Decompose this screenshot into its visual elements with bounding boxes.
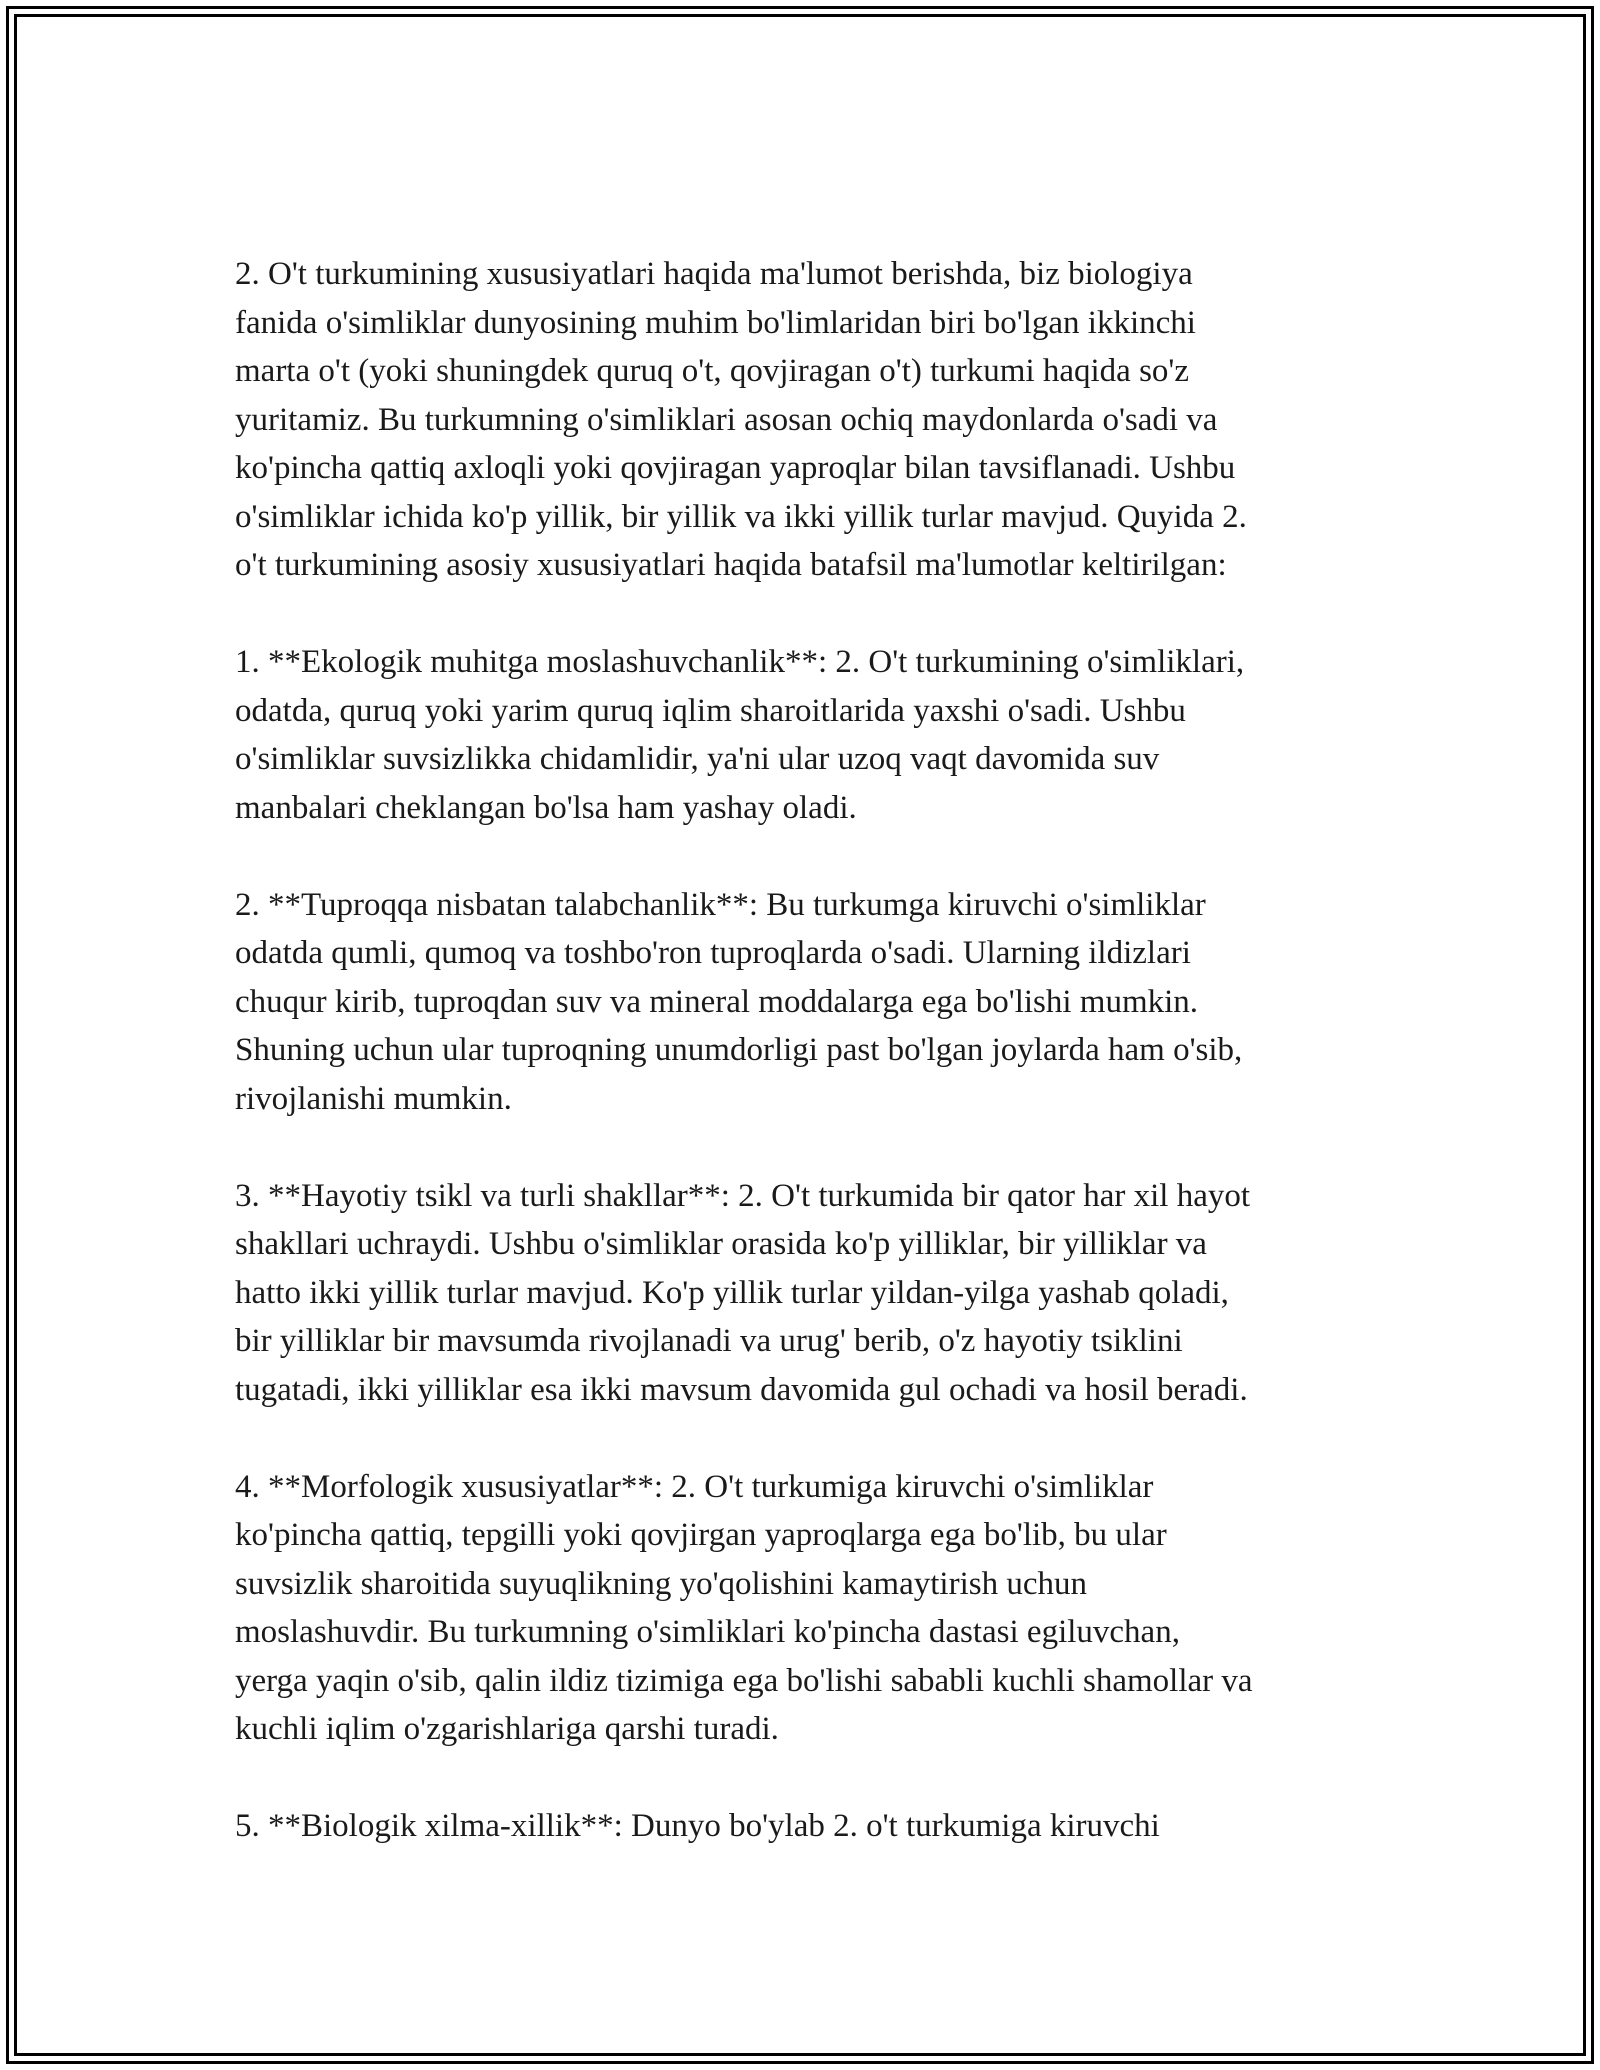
paragraph-item-5 <box>235 1802 1385 1851</box>
text-line: 5. **Biologik xilma-xillik**: Dunyo bo'ylab 2. o't turkumiga kiruvchi <box>235 1808 1160 1844</box>
text-line: marta o't (yoki shuningdek quruq o't, qovjiragan o't) turkumi haqida so'z <box>235 353 1190 389</box>
text-line: rivojlanishi mumkin. <box>235 1080 512 1117</box>
text-line: o'simliklar suvsizlikka chidamlidir, ya'ni ular uzoq vaqt davomida suv <box>235 741 1160 777</box>
text-line: yuritamiz. Bu turkumning o'simliklari asosan ochiq maydonlarda o'sadi va <box>235 401 1218 438</box>
text-line: 1. **Ekologik muhitga moslashuvchanlik**: 2. O't turkumining o'simliklari, <box>235 644 1245 680</box>
text-line: 2. O't turkumining xususiyatlari haqida ma'lumot berishda, biz biologiya <box>235 256 1193 292</box>
text-line: 4. **Morfologik xususiyatlar**: 2. O't turkumiga kiruvchi o'simliklar <box>235 1468 1154 1505</box>
text-line: odatda, quruq yoki yarim quruq iqlim sharoitlarida yaxshi o'sadi. Ushbu <box>235 692 1186 729</box>
text-line: fanida o'simliklar dunyosining muhim bo'limlaridan biri bo'lgan ikkinchi <box>235 304 1196 341</box>
text-line: chuqur kirib, tuproqdan suv va mineral moddalarga ega bo'lishi mumkin. <box>235 983 1199 1020</box>
text-line: hatto ikki yillik turlar mavjud. Ko'p yillik turlar yildan-yilga yashab qoladi, <box>235 1274 1229 1311</box>
text-line: 2. **Tuproqqa nisbatan talabchanlik**: Bu turkumga kiruvchi o'simliklar <box>235 886 1206 923</box>
text-line: ko'pincha qattiq, tepgilli yoki qovjirgan yaproqlarga ega bo'lib, bu ular <box>235 1517 1167 1553</box>
text-line: 3. **Hayotiy tsikl va turli shakllar**: 2. O't turkumida bir qator har xil hayot <box>235 1177 1251 1214</box>
text-line: o'simliklar ichida ko'p yillik, bir yillik va ikki yillik turlar mavjud. Quyida 2. <box>235 498 1247 535</box>
paragraph-item-1 <box>235 638 1385 832</box>
paragraph-item-3 <box>235 1172 1385 1415</box>
text-line: moslashuvdir. Bu turkumning o'simliklari ko'pincha dastasi egiluvchan, <box>235 1614 1180 1650</box>
text-line: o't turkumining asosiy xususiyatlari haqida batafsil ma'lumotlar keltirilgan: <box>235 547 1227 583</box>
text-line: yerga yaqin o'sib, qalin ildiz tizimiga ega bo'lishi sababli kuchli shamollar va <box>235 1662 1253 1699</box>
paragraph-intro <box>235 250 1385 590</box>
text-line: ko'pincha qattiq axloqli yoki qovjiragan yaproqlar bilan tavsiflanadi. Ushbu <box>235 450 1236 486</box>
text-line: manbalari cheklangan bo'lsa ham yashay oladi. <box>235 789 857 826</box>
text-line: odatda qumli, qumoq va toshbo'ron tuproqlarda o'sadi. Ularning ildizlari <box>235 935 1191 971</box>
text-line: kuchli iqlim o'zgarishlariga qarshi turadi. <box>235 1711 779 1747</box>
document-body <box>235 250 1385 1851</box>
text-line: Shuning uchun ular tuproqning unumdorligi past bo'lgan joylarda ham o'sib, <box>235 1032 1243 1068</box>
paragraph-item-4 <box>235 1463 1385 1754</box>
text-line: tugatadi, ikki yilliklar esa ikki mavsum davomida gul ochadi va hosil beradi. <box>235 1371 1248 1408</box>
paragraph-item-2 <box>235 881 1385 1124</box>
text-line: bir yilliklar bir mavsumda rivojlanadi va urug' berib, o'z hayotiy tsiklini <box>235 1323 1183 1359</box>
text-line: shakllari uchraydi. Ushbu o'simliklar orasida ko'p yilliklar, bir yilliklar va <box>235 1226 1207 1262</box>
text-line: suvsizlik sharoitida suyuqlikning yo'qolishini kamaytirish uchun <box>235 1565 1087 1602</box>
